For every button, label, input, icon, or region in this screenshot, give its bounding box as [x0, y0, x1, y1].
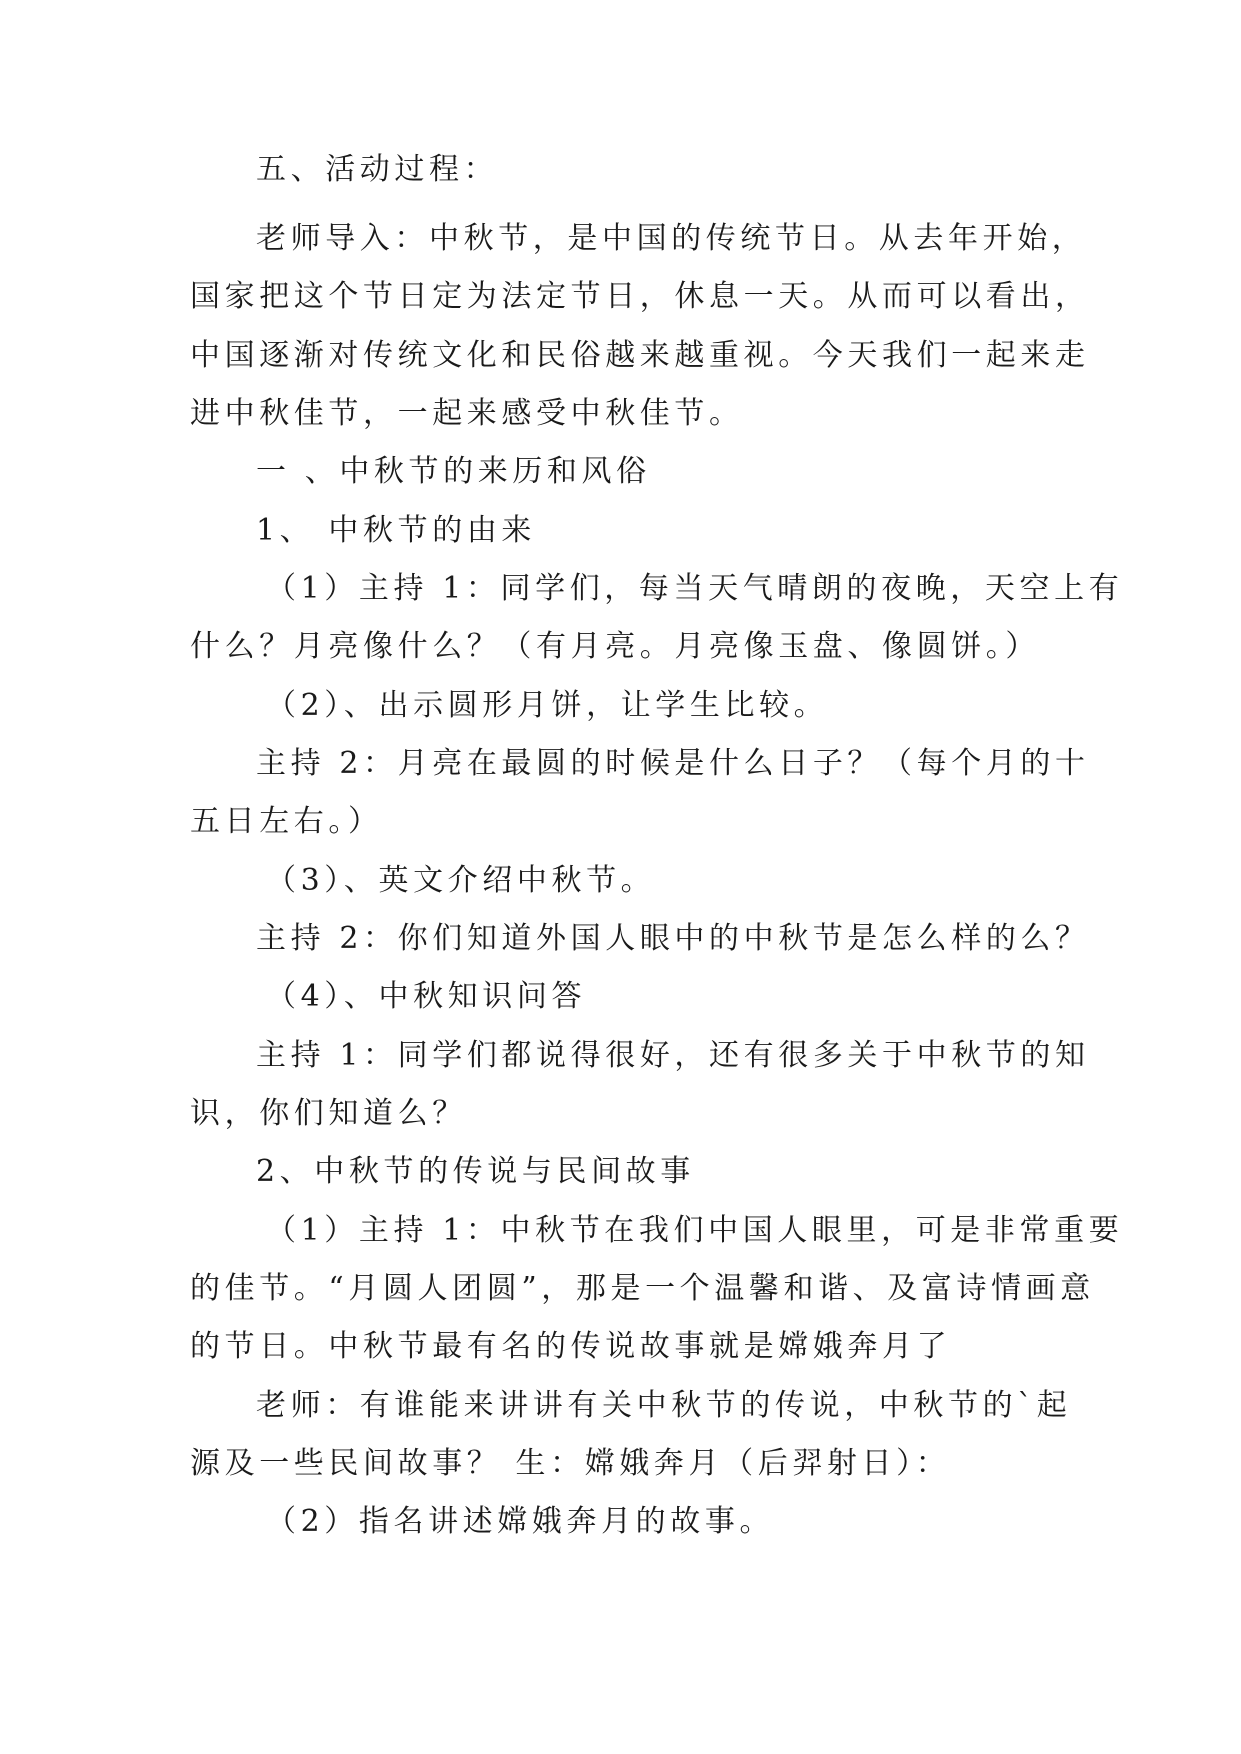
paragraph-line: 主持 1：同学们都说得很好，还有很多关于中秋节的知 [256, 1038, 1090, 1073]
paragraph-line: 什么？月亮像什么？（有月亮。月亮像玉盘、像圆饼。） [190, 629, 1040, 664]
paragraph-line: （1）主持 1：中秋节在我们中国人眼里，可是非常重要 [266, 1213, 1124, 1248]
paragraph-line: 的节日。中秋节最有名的传说故事就是嫦娥奔月了 [190, 1329, 952, 1364]
paragraph-line: （2）、出示圆形月饼，让学生比较。 [266, 688, 829, 723]
paragraph-line: 源及一些民间故事？ 生：嫦娥奔月（后羿射日）： [190, 1446, 951, 1481]
paragraph-line: （4）、中秋知识问答 [266, 979, 587, 1014]
section-heading-activity-process: 五、活动过程： [256, 152, 499, 187]
subheading-origin-customs: 一 、中秋节的来历和风俗 [256, 454, 651, 489]
paragraph-line: （3）、英文介绍中秋节。 [266, 863, 656, 898]
paragraph-line: 国家把这个节日定为法定节日，休息一天。从而可以看出， [190, 279, 1090, 314]
paragraph-line: 识，你们知道么？ [190, 1096, 467, 1131]
paragraph-line: 老师：有谁能来讲讲有关中秋节的传说，中秋节的`起 [256, 1388, 1072, 1423]
paragraph-line: （1）主持 1：同学们，每当天气晴朗的夜晚，天空上有 [266, 571, 1124, 606]
paragraph-line: 主持 2：你们知道外国人眼中的中秋节是怎么样的么？ [256, 921, 1090, 956]
paragraph-line: 老师导入：中秋节，是中国的传统节日。从去年开始， [256, 221, 1087, 256]
paragraph-line: 主持 2：月亮在最圆的时候是什么日子？（每个月的十 [256, 746, 1090, 781]
paragraph-line: （2）指名讲述嫦娥奔月的故事。 [266, 1504, 775, 1539]
paragraph-line: 进中秋佳节，一起来感受中秋佳节。 [190, 396, 744, 431]
paragraph-line: 五日左右。） [190, 804, 383, 839]
paragraph-line: 中国逐渐对传统文化和民俗越来越重视。今天我们一起来走 [190, 338, 1090, 373]
subheading-legends: 2、中秋节的传说与民间故事 [256, 1154, 695, 1189]
paragraph-line: 的佳节。“月圆人团圆”，那是一个温馨和谐、及富诗情画意 [190, 1271, 1095, 1306]
subheading-origin: 1、 中秋节的由来 [256, 513, 537, 548]
